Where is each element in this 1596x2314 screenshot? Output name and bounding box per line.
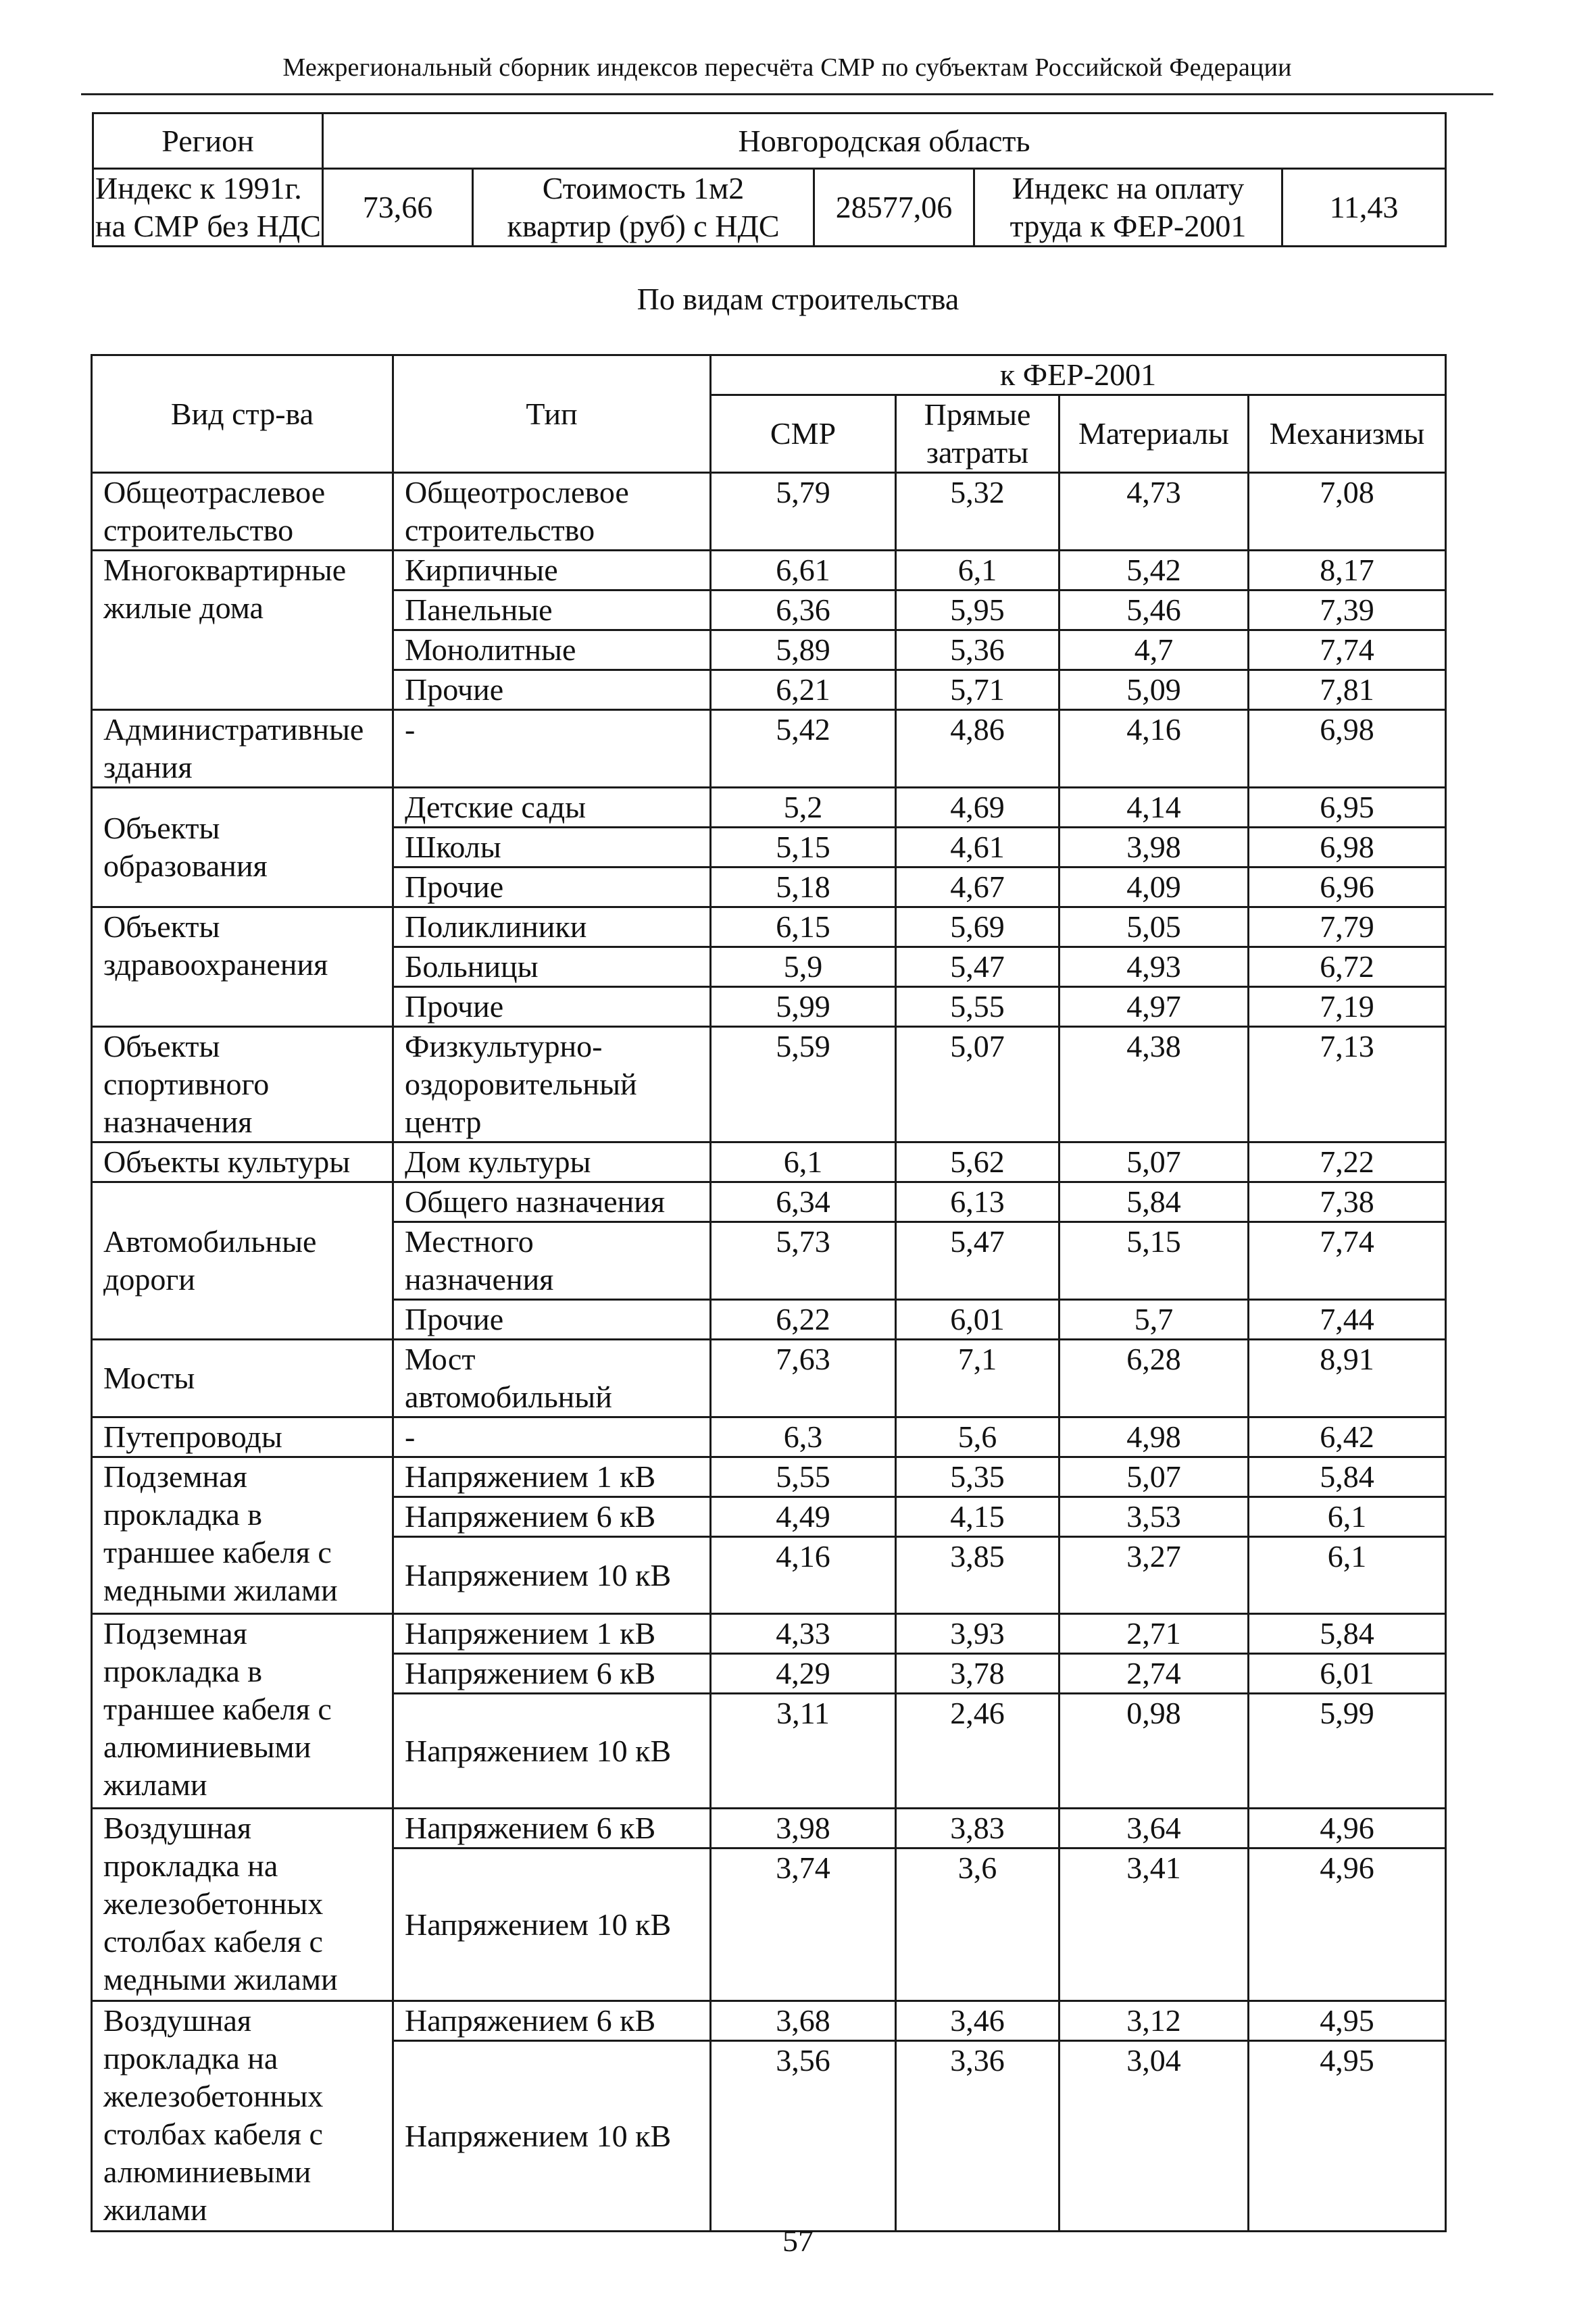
cell-construction-kind: Многоквартирные жилые дома [92, 551, 393, 710]
cell-type: Напряжением 1 кВ [393, 1614, 711, 1654]
cell-type: Прочие [393, 670, 711, 710]
table-row [92, 788, 1446, 828]
cell-mechanisms: 7,39 [1249, 590, 1446, 630]
cell-direct-costs: 4,86 [896, 710, 1059, 788]
cell-direct-costs: 5,55 [896, 987, 1059, 1027]
table-row [92, 1809, 1446, 1848]
cell-direct-costs: 5,6 [896, 1417, 1059, 1457]
cell-type: Напряжением 6 кВ [393, 1809, 711, 1848]
cell-direct-costs: 5,35 [896, 1457, 1059, 1497]
cell-mechanisms: 7,22 [1249, 1142, 1446, 1182]
cell-materials: 4,7 [1059, 630, 1249, 670]
cell-direct-costs: 3,6 [896, 1848, 1059, 2001]
cell-materials: 5,46 [1059, 590, 1249, 630]
col-header-tip: Тип [393, 355, 711, 473]
cell-type: Монолитные [393, 630, 711, 670]
cell-mechanisms: 7,74 [1249, 630, 1446, 670]
cell-type: - [393, 710, 711, 788]
col-header-vid: Вид стр-ва [92, 355, 393, 473]
cell-mechanisms: 4,95 [1249, 2001, 1446, 2041]
cell-type: Напряжением 1 кВ [393, 1457, 711, 1497]
col-header-materials: Материалы [1059, 395, 1249, 473]
cell-mechanisms: 7,38 [1249, 1182, 1446, 1222]
cell-smr: 3,74 [711, 1848, 896, 2001]
cell-mechanisms: 5,84 [1249, 1614, 1446, 1654]
cell-materials: 4,98 [1059, 1417, 1249, 1457]
cell-smr: 5,59 [711, 1027, 896, 1142]
cost-per-m2-value: 28577,06 [814, 169, 974, 247]
cell-type: Мост автомобильный [393, 1340, 711, 1417]
col-group-header-fer: к ФЕР-2001 [711, 355, 1446, 395]
cell-materials: 4,97 [1059, 987, 1249, 1027]
cell-direct-costs: 3,36 [896, 2041, 1059, 2232]
cell-construction-kind: Объекты спортивного назначения [92, 1027, 393, 1142]
region-summary-table [92, 112, 1447, 247]
cell-smr: 6,36 [711, 590, 896, 630]
cell-smr: 5,89 [711, 630, 896, 670]
wage-index-label: Индекс на оплату труда к ФЕР-2001 [974, 169, 1282, 247]
cell-direct-costs: 6,1 [896, 551, 1059, 590]
cell-mechanisms: 7,74 [1249, 1222, 1446, 1300]
cell-direct-costs: 5,71 [896, 670, 1059, 710]
cell-materials: 4,16 [1059, 710, 1249, 788]
cell-materials: 3,98 [1059, 828, 1249, 867]
cell-type: Больницы [393, 947, 711, 987]
cell-mechanisms: 7,81 [1249, 670, 1446, 710]
cell-materials: 5,07 [1059, 1457, 1249, 1497]
cell-type: Дом культуры [393, 1142, 711, 1182]
header-divider [81, 93, 1493, 95]
cell-materials: 3,41 [1059, 1848, 1249, 2001]
cell-mechanisms: 4,96 [1249, 1848, 1446, 2001]
cell-smr: 6,1 [711, 1142, 896, 1182]
cell-direct-costs: 5,07 [896, 1027, 1059, 1142]
cell-smr: 5,15 [711, 828, 896, 867]
cell-mechanisms: 6,95 [1249, 788, 1446, 828]
cell-construction-kind: Объекты образования [92, 788, 393, 907]
cell-smr: 6,21 [711, 670, 896, 710]
cell-materials: 4,38 [1059, 1027, 1249, 1142]
cell-mechanisms: 6,98 [1249, 828, 1446, 867]
cell-smr: 5,55 [711, 1457, 896, 1497]
cell-materials: 3,04 [1059, 2041, 1249, 2232]
page-number: 57 [782, 2223, 814, 2258]
cell-mechanisms: 4,96 [1249, 1809, 1446, 1848]
cell-materials: 5,42 [1059, 551, 1249, 590]
cell-mechanisms: 8,17 [1249, 551, 1446, 590]
cell-direct-costs: 5,69 [896, 907, 1059, 947]
cell-smr: 6,3 [711, 1417, 896, 1457]
cell-direct-costs: 4,61 [896, 828, 1059, 867]
cell-construction-kind: Подземная прокладка в траншее кабеля с алюминиевыми жилами [92, 1614, 393, 1809]
cell-type: Прочие [393, 867, 711, 907]
cell-type: Кирпичные [393, 551, 711, 590]
cell-smr: 6,61 [711, 551, 896, 590]
table-row [92, 1142, 1446, 1182]
col-header-direct-costs: Прямые затраты [896, 395, 1059, 473]
cell-materials: 3,12 [1059, 2001, 1249, 2041]
cell-type: Напряжением 10 кВ [393, 2041, 711, 2232]
cell-mechanisms: 7,13 [1249, 1027, 1446, 1142]
cell-mechanisms: 6,98 [1249, 710, 1446, 788]
cell-materials: 2,74 [1059, 1654, 1249, 1694]
cell-construction-kind: Административные здания [92, 710, 393, 788]
cell-materials: 6,28 [1059, 1340, 1249, 1417]
cell-type: Общеотрослевое строительство [393, 473, 711, 551]
cell-mechanisms: 5,99 [1249, 1694, 1446, 1809]
table-row [92, 1417, 1446, 1457]
cell-materials: 4,73 [1059, 473, 1249, 551]
cell-type: Напряжением 6 кВ [393, 2001, 711, 2041]
cell-materials: 5,7 [1059, 1300, 1249, 1340]
cell-direct-costs: 5,36 [896, 630, 1059, 670]
cell-direct-costs: 6,01 [896, 1300, 1059, 1340]
table-row [92, 551, 1446, 590]
cell-direct-costs: 3,93 [896, 1614, 1059, 1654]
cell-smr: 4,16 [711, 1537, 896, 1614]
cell-type: Физкультурно- оздоровительный центр [393, 1027, 711, 1142]
cell-materials: 4,14 [1059, 788, 1249, 828]
cell-direct-costs: 3,83 [896, 1809, 1059, 1848]
cell-construction-kind: Путепроводы [92, 1417, 393, 1457]
col-header-mechanisms: Механизмы [1249, 395, 1446, 473]
cell-smr: 5,9 [711, 947, 896, 987]
cell-type: - [393, 1417, 711, 1457]
cell-materials: 5,09 [1059, 670, 1249, 710]
cell-direct-costs: 3,46 [896, 2001, 1059, 2041]
index-1991-value: 73,66 [323, 169, 473, 247]
cell-smr: 4,33 [711, 1614, 896, 1654]
cell-materials: 5,15 [1059, 1222, 1249, 1300]
cell-direct-costs: 5,62 [896, 1142, 1059, 1182]
cell-construction-kind: Воздушная прокладка на железобетонных столбах кабеля с алюминиевыми жилами [92, 2001, 393, 2232]
cell-direct-costs: 5,32 [896, 473, 1059, 551]
table-row [92, 1457, 1446, 1497]
table-row [92, 710, 1446, 788]
cell-type: Напряжением 10 кВ [393, 1537, 711, 1614]
cell-type: Панельные [393, 590, 711, 630]
cell-direct-costs: 3,85 [896, 1537, 1059, 1614]
cell-mechanisms: 7,08 [1249, 473, 1446, 551]
cell-smr: 7,63 [711, 1340, 896, 1417]
cell-direct-costs: 7,1 [896, 1340, 1059, 1417]
cell-materials: 3,64 [1059, 1809, 1249, 1848]
cell-mechanisms: 6,1 [1249, 1537, 1446, 1614]
cell-direct-costs: 3,78 [896, 1654, 1059, 1694]
cell-mechanisms: 7,44 [1249, 1300, 1446, 1340]
cell-type: Напряжением 10 кВ [393, 1848, 711, 2001]
cell-direct-costs: 5,47 [896, 947, 1059, 987]
table-row [92, 1027, 1446, 1142]
cell-materials: 5,05 [1059, 907, 1249, 947]
cell-mechanisms: 6,42 [1249, 1417, 1446, 1457]
cell-direct-costs: 6,13 [896, 1182, 1059, 1222]
cell-materials: 3,27 [1059, 1537, 1249, 1614]
cell-smr: 4,29 [711, 1654, 896, 1694]
cell-materials: 4,93 [1059, 947, 1249, 987]
construction-index-table [91, 354, 1447, 2232]
cell-smr: 5,2 [711, 788, 896, 828]
cell-mechanisms: 6,1 [1249, 1497, 1446, 1537]
table-row [92, 1182, 1446, 1222]
cell-construction-kind: Воздушная прокладка на железобетонных столбах кабеля с медными жилами [92, 1809, 393, 2001]
cell-type: Прочие [393, 987, 711, 1027]
cell-materials: 3,53 [1059, 1497, 1249, 1537]
table-row [92, 1340, 1446, 1417]
cell-smr: 5,99 [711, 987, 896, 1027]
table-row [92, 473, 1446, 551]
cell-type: Поликлиники [393, 907, 711, 947]
col-header-smr: СМР [711, 395, 896, 473]
cell-direct-costs: 5,47 [896, 1222, 1059, 1300]
cell-materials: 5,07 [1059, 1142, 1249, 1182]
cell-mechanisms: 6,72 [1249, 947, 1446, 987]
cell-materials: 5,84 [1059, 1182, 1249, 1222]
cell-type: Напряжением 10 кВ [393, 1694, 711, 1809]
cell-direct-costs: 4,15 [896, 1497, 1059, 1537]
cell-smr: 5,79 [711, 473, 896, 551]
cell-mechanisms: 4,95 [1249, 2041, 1446, 2232]
cell-smr: 5,73 [711, 1222, 896, 1300]
cell-mechanisms: 6,01 [1249, 1654, 1446, 1694]
cell-construction-kind: Подземная прокладка в траншее кабеля с медными жилами [92, 1457, 393, 1614]
cell-construction-kind: Мосты [92, 1340, 393, 1417]
cell-materials: 0,98 [1059, 1694, 1249, 1809]
region-name: Новгородская область [323, 114, 1446, 169]
cell-direct-costs: 4,67 [896, 867, 1059, 907]
cell-smr: 6,15 [711, 907, 896, 947]
table-row [92, 1614, 1446, 1654]
cell-direct-costs: 4,69 [896, 788, 1059, 828]
wage-index-value: 11,43 [1282, 169, 1446, 247]
cell-mechanisms: 6,96 [1249, 867, 1446, 907]
cell-type: Местного назначения [393, 1222, 711, 1300]
cell-direct-costs: 2,46 [896, 1694, 1059, 1809]
cell-materials: 4,09 [1059, 867, 1249, 907]
cell-type: Детские сады [393, 788, 711, 828]
cell-mechanisms: 7,19 [1249, 987, 1446, 1027]
cell-construction-kind: Автомобильные дороги [92, 1182, 393, 1340]
cell-mechanisms: 7,79 [1249, 907, 1446, 947]
cell-mechanisms: 5,84 [1249, 1457, 1446, 1497]
cell-type: Напряжением 6 кВ [393, 1497, 711, 1537]
cell-construction-kind: Объекты культуры [92, 1142, 393, 1182]
cell-smr: 4,49 [711, 1497, 896, 1537]
table-row [92, 2001, 1446, 2041]
region-label: Регион [93, 114, 323, 169]
cell-construction-kind: Общеотраслевое строительство [92, 473, 393, 551]
page-header-title: Межрегиональный сборник индексов пересчёта СМР по субъектам Российской Федерации [282, 53, 1292, 82]
cell-smr: 5,18 [711, 867, 896, 907]
cell-type: Школы [393, 828, 711, 867]
section-title: По видам строительства [637, 282, 959, 316]
cell-smr: 5,42 [711, 710, 896, 788]
cost-per-m2-label: Стоимость 1м2 квартир (руб) с НДС [473, 169, 814, 247]
cell-materials: 2,71 [1059, 1614, 1249, 1654]
table-row [92, 907, 1446, 947]
cell-smr: 3,98 [711, 1809, 896, 1848]
cell-smr: 3,56 [711, 2041, 896, 2232]
cell-smr: 3,11 [711, 1694, 896, 1809]
cell-type: Прочие [393, 1300, 711, 1340]
cell-type: Общего назначения [393, 1182, 711, 1222]
cell-type: Напряжением 6 кВ [393, 1654, 711, 1694]
cell-direct-costs: 5,95 [896, 590, 1059, 630]
cell-smr: 6,22 [711, 1300, 896, 1340]
cell-smr: 6,34 [711, 1182, 896, 1222]
cell-smr: 3,68 [711, 2001, 896, 2041]
cell-mechanisms: 8,91 [1249, 1340, 1446, 1417]
cell-construction-kind: Объекты здравоохранения [92, 907, 393, 1027]
index-1991-label: Индекс к 1991г. на СМР без НДС [93, 169, 323, 247]
